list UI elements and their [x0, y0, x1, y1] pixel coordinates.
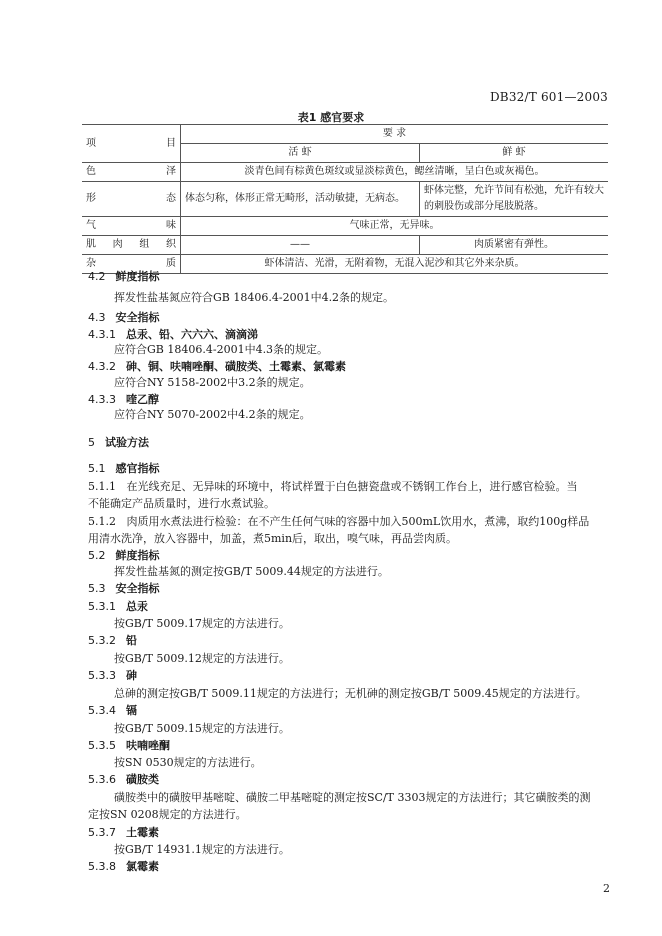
chapter-heading: 5 试验方法: [88, 436, 149, 449]
row-value: 气味正常，无异味。: [181, 217, 609, 236]
header-fresh-shrimp: 鲜 虾: [420, 144, 609, 163]
table-row: [82, 163, 608, 182]
header-live-shrimp: 活 虾: [181, 144, 420, 163]
paragraph-line: 不能确定产品质量时，进行水煮试验。: [88, 497, 275, 510]
sensory-requirements-table: [82, 124, 608, 274]
table-row: [82, 217, 608, 236]
paragraph-line: 5.1.1 在光线充足、无异味的环境中，将试样置于白色搪瓷盘或不锈钢工作台上，进行感官检验。当: [88, 480, 578, 493]
section-heading: 5.3.3 砷: [88, 669, 137, 682]
header-requirement: 要 求: [181, 125, 609, 144]
section-heading: 5.3.6 磺胺类: [88, 773, 159, 786]
table-row: [82, 182, 608, 217]
section-body: 应符合GB 18406.4-2001中4.3条的规定。: [114, 343, 329, 356]
paragraph-line: 定按SN 0208规定的方法进行。: [88, 808, 247, 821]
row-label: 杂质: [82, 255, 181, 274]
section-heading: 4.3.1 总汞、铅、六六六、滴滴涕: [88, 328, 258, 341]
section-heading: 4.2 鲜度指标: [88, 270, 160, 283]
section-body: 挥发性盐基氮的测定按GB/T 5009.44规定的方法进行。: [114, 565, 389, 578]
section-heading: 5.2 鲜度指标: [88, 549, 160, 562]
section-body: 按GB/T 5009.17规定的方法进行。: [114, 617, 290, 630]
section-heading: 5.3.5 呋喃唑酮: [88, 739, 170, 752]
section-heading: 5.3 安全指标: [88, 582, 160, 595]
section-heading: 5.3.2 铅: [88, 634, 137, 647]
table-header-row: [82, 125, 608, 144]
standard-code: DB32/T 601—2003: [489, 90, 608, 104]
paragraph-line: 用清水洗净，放入容器中，加盖，煮5min后，取出，嗅气味，再品尝肉质。: [88, 532, 458, 545]
section-body: 按GB/T 5009.15规定的方法进行。: [114, 722, 290, 735]
row-label: 色泽: [82, 163, 181, 182]
header-item: 项 目: [82, 125, 181, 163]
section-body: 总砷的测定按GB/T 5009.11规定的方法进行；无机砷的测定按GB/T 5009.45规定的方法进行。: [114, 687, 587, 700]
section-body: 应符合NY 5158-2002中3.2条的规定。: [114, 376, 311, 389]
table-row: [82, 255, 608, 274]
section-body: 应符合NY 5070-2002中4.2条的规定。: [114, 408, 311, 421]
section-heading: 4.3.3 喹乙醇: [88, 393, 159, 406]
section-heading: 4.3 安全指标: [88, 311, 160, 324]
row-label: 肌肉组织: [82, 236, 181, 255]
row-value: 淡青色间有棕黄色斑纹或显淡棕黄色，鳃丝清晰，呈白色或灰褐色。: [181, 163, 609, 182]
section-heading: 5.3.1 总汞: [88, 600, 148, 613]
row-label: 气味: [82, 217, 181, 236]
table-row: [82, 236, 608, 255]
section-heading: 4.3.2 砷、铜、呋喃唑酮、磺胺类、土霉素、氯霉素: [88, 360, 346, 373]
paragraph-line: 5.1.2 肉质用水煮法进行检验：在不产生任何气味的容器中加入500mL饮用水，煮沸，取约100g样品: [88, 515, 590, 528]
row-value-live: ——: [181, 236, 420, 255]
row-value-fresh: 肉质紧密有弹性。: [420, 236, 609, 255]
section-body: 按SN 0530规定的方法进行。: [114, 756, 262, 769]
section-body: 磺胺类中的磺胺甲基嘧啶、磺胺二甲基嘧啶的测定按SC/T 3303规定的方法进行；其它磺胺类的测: [114, 791, 591, 804]
page-number: 2: [603, 882, 610, 895]
section-body: 挥发性盐基氮应符合GB 18406.4-2001中4.2条的规定。: [114, 291, 395, 304]
row-value-fresh: 虾体完整，允许节间有松弛，允许有较大的刺股伤或部分尾肢脱落。: [420, 182, 609, 217]
row-value: 虾体清洁、光滑，无附着物，无混入泥沙和其它外来杂质。: [181, 255, 609, 274]
section-heading: 5.3.4 镉: [88, 704, 137, 717]
table-caption: 表1 感官要求: [297, 111, 365, 124]
section-heading: 5.3.8 氯霉素: [88, 860, 159, 873]
section-heading: 5.1 感官指标: [88, 462, 160, 475]
row-label: 形态: [82, 182, 181, 217]
section-heading: 5.3.7 土霉素: [88, 826, 159, 839]
section-body: 按GB/T 14931.1规定的方法进行。: [114, 843, 290, 856]
section-body: 按GB/T 5009.12规定的方法进行。: [114, 652, 290, 665]
row-value-live: 体态匀称，体形正常无畸形，活动敏捷，无病态。: [181, 182, 420, 217]
